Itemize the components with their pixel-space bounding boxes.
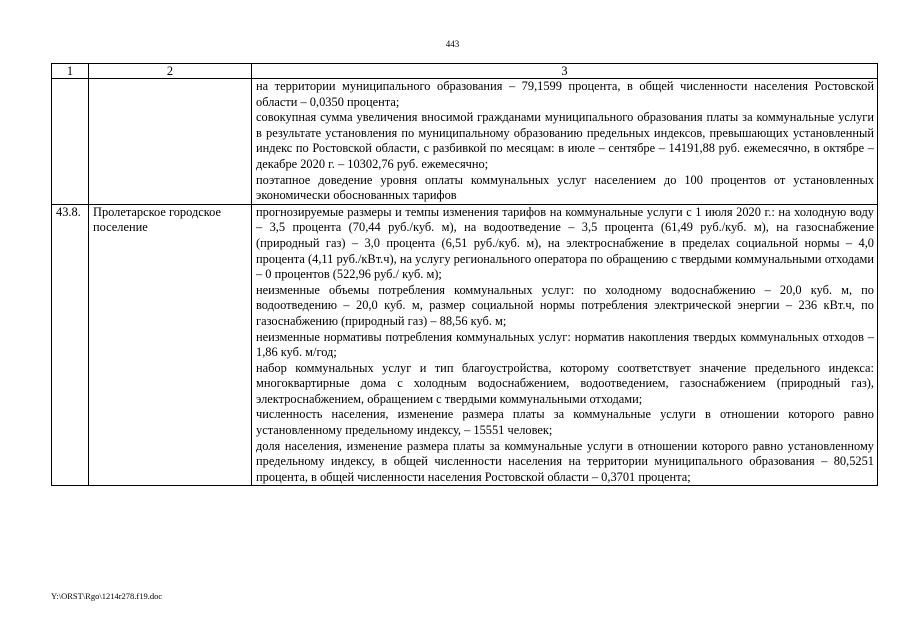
paragraph: доля населения, изменение размера платы за коммунальные услуги в отношении которого равно установленному предельному индексу, в общей численности населения на территории муниципального образования – 80,5251 процента, в общей численности населения Ростовской области – 0,3701 процента;	[256, 438, 874, 484]
paragraph: прогнозируемые размеры и темпы изменения тарифов на коммунальные услуги с 1 июля 2020 г.: на холодную воду – 3,5 процента (70,44 руб./куб. м), на водоотведение – 3,5 процента (61,49 руб./куб. м), на газоснабжение (природный газ) – 3,0 процента (6,51 руб./куб. м), на электроснабжение в пределах социальной нормы – 4,0 процента (4,11 руб./кВт.ч), на услугу регионального оператора по обращению с твердыми коммунальными отходами – 0 процентов (522,96 руб./ куб. м);	[256, 204, 874, 282]
row-content-cell	[252, 79, 878, 205]
page-number: 443	[445, 39, 460, 49]
column-header-3: 3	[252, 64, 878, 79]
row-content-cell	[252, 204, 878, 486]
document-table	[51, 63, 878, 486]
paragraph: на территории муниципального образования – 79,1599 процента, в общей численности населения Ростовской области – 0,0350 процента;	[256, 79, 874, 109]
column-header-1: 1	[52, 64, 89, 79]
row-name-cell	[89, 79, 252, 205]
table-row-43-8	[52, 204, 878, 486]
row-number-cell: 43.8.	[52, 204, 89, 486]
table-row-continuation	[52, 79, 878, 205]
municipality-name: Пролетарское городское поселение	[93, 204, 221, 235]
paragraph: поэтапное доведение уровня оплаты коммунальных услуг населением до 100 процентов от установленных экономически обоснованных тарифов	[256, 172, 874, 203]
paragraph: численность населения, изменение размера платы за коммунальные услуги в отношении которого равно установленному предельному индексу, – 15551 человек;	[256, 407, 874, 438]
footer-file-path: Y:\ORST\Rgo\1214r278.f19.doc	[51, 591, 163, 601]
row-number-cell	[52, 79, 89, 205]
paragraph: совокупная сумма увеличения вносимой гражданами муниципального образования платы за коммунальные услуги в результате установления по муниципальному образованию предельных индексов, превышающих установленный индекс по Ростовской области, с разбивкой по месяцам: в июле – сентябре – 14191,88 руб. ежемесячно, в октябре – декабре 2020 г. – 10302,76 руб. ежемесячно;	[256, 110, 874, 171]
table-header-row	[52, 64, 878, 79]
row-name-cell	[89, 204, 252, 486]
paragraph: набор коммунальных услуг и тип благоустройства, которому соответствует значение предельного индекса: многоквартирные дома с холодным водоснабжением, водоотведением, газоснабжением (природный газ), электроснабжением, обращением с твердыми коммунальными отходами;	[256, 360, 874, 406]
column-header-2: 2	[89, 64, 252, 79]
paragraph: неизменные объемы потребления коммунальных услуг: по холодному водоснабжению – 20,0 куб. м, по водоотведению – 20,0 куб. м, размер социальной нормы потребления электрической энергии – 236 кВт.ч, по газоснабжению (природный газ) – 88,56 куб. м;	[256, 282, 874, 328]
paragraph: неизменные нормативы потребления коммунальных услуг: норматив накопления твердых коммунальных отходов – 1,86 куб. м/год;	[256, 329, 874, 360]
